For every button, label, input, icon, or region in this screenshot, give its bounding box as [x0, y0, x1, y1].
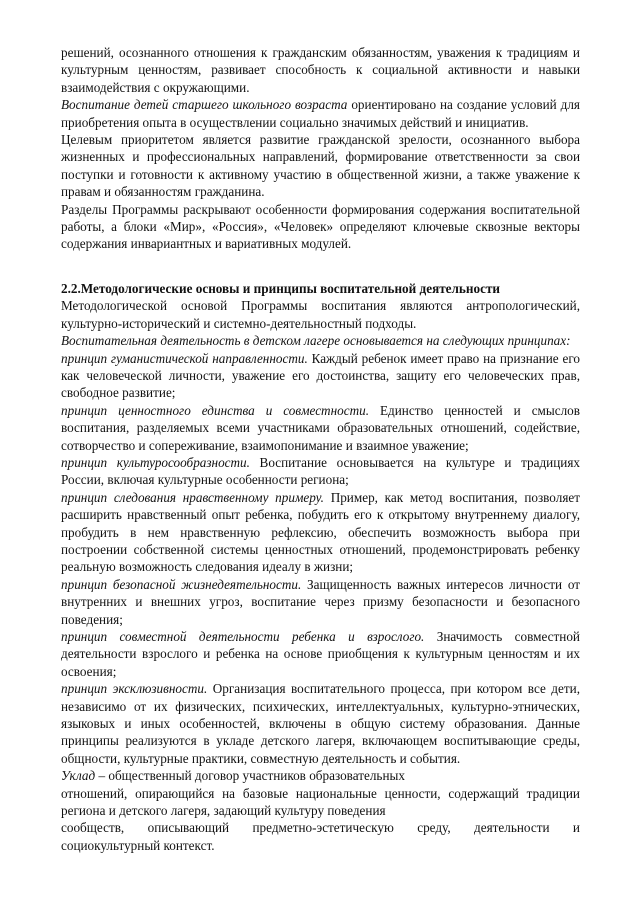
paragraph-senior-age — [61, 96, 580, 131]
paragraph-program-sections: Разделы Программы раскрывают особенности формирования содержания воспитательной работы, а блоки «Мир», «Россия», «Человек» определяют ключевые сквозные векторы содержания инвариантных и вариативных модулей. — [61, 201, 580, 252]
principle-item — [61, 489, 580, 576]
principle-text: Воспитание основывается на культуре и традициях России, включая культурные особенности региона; — [61, 454, 580, 488]
principle-name: принцип культуросообразности. — [61, 454, 250, 470]
principle-text: Каждый ребенок имеет право на признание его как человеческой личности, уважение его достоинства, защиту его человеческих прав, свободное развитие; — [61, 350, 580, 401]
principle-item — [61, 454, 580, 489]
uklad-term: Уклад — [61, 768, 96, 784]
senior-age-term: Воспитание детей старшего школьного возраста — [61, 97, 348, 113]
uklad-definition-line — [61, 767, 580, 784]
principle-item — [61, 680, 580, 767]
principle-item — [61, 628, 580, 680]
principle-text: Организация воспитательного процесса, при котором все дети, независимо от их физических, психических, интеллектуальных, культурно-этнических, языковых и иных особенностей, включены в общую систему образования. Данные принципы реализуются в укладе детского лагеря, включающем воспитывающие среды, общности, культурные практики, совместную деятельность и события. — [61, 681, 580, 766]
uklad-definition-continued: отношений, опирающийся на базовые национальные ценности, содержащий традиции региона и детского лагеря, задающий культуру поведения — [61, 785, 580, 819]
principle-name: принцип следования нравственному примеру. — [61, 489, 324, 505]
principle-text: Пример, как метод воспитания, позволяет расширить нравственный опыт ребенка, побудить его к открытому внутреннему диалогу, пробудить в нем нравственную рефлексию, обеспечить возможность выбора при построении собственной системы ценностных отношений, продемонстрировать ребенку реальную возможность следования идеалу в жизни; — [61, 489, 580, 575]
paragraph-target-priority: Целевым приоритетом является развитие гражданской зрелости, осознанного выбора жизненных и профессиональных направлений, формирование ответственности за свои поступки и готовности к активному участию в общественной жизни, а также уважение к правам и обязанностям гражданина. — [61, 132, 580, 200]
principle-name: принцип гуманистической направленности. — [61, 350, 308, 366]
principle-item — [61, 576, 580, 628]
section-spacer — [61, 253, 580, 280]
paragraph-values-continuation: решений, осознанного отношения к гражданским обязанностям, уважения к традициям и культурным ценностям, развивает способность к социальной активности и навыки взаимодействия с окружающими. — [61, 45, 580, 95]
principle-item — [61, 402, 580, 454]
principle-text: Единство ценностей и смыслов воспитания, разделяемых всеми участниками образовательных отношений, содействие, сотворчество и сопереживание, взаимопонимание и взаимное уважение; — [61, 402, 581, 453]
section-heading: 2.2.Методологические основы и принципы воспитательной деятельности — [61, 280, 501, 296]
uklad-definition-text: – общественный договор участников образовательных — [95, 768, 405, 784]
principle-item — [61, 350, 580, 402]
principles-intro: Воспитательная деятельность в детском лагере основывается на следующих принципах: — [61, 333, 571, 349]
uklad-definition-end: сообществ, описывающий предметно-эстетическую среду, деятельности и социокультурный контекст. — [61, 820, 580, 853]
principle-name: принцип совместной деятельности ребенка и взрослого. — [61, 629, 425, 644]
principle-name: принцип эксклюзивности. — [61, 681, 208, 697]
principle-name: принцип ценностного единства и совместности. — [61, 402, 369, 418]
principle-text: Защищенность важных интересов личности от внутренних и внешних угроз, воспитание через призму безопасности и безопасного поведения; — [61, 576, 581, 627]
senior-age-text: ориентировано на создание условий для приобретения опыта в осуществлении социально значимых действий и инициатив. — [61, 97, 580, 130]
principle-text: Значимость совместной деятельности взрослого и ребенка на основе приобщения к культурным ценностям и их освоения; — [61, 629, 580, 679]
principle-name: принцип безопасной жизнедеятельности. — [61, 576, 302, 592]
paragraph-methodology: Методологической основой Программы воспитания являются антропологический, культурно-исторический и системно-деятельностный подходы. — [61, 298, 580, 331]
